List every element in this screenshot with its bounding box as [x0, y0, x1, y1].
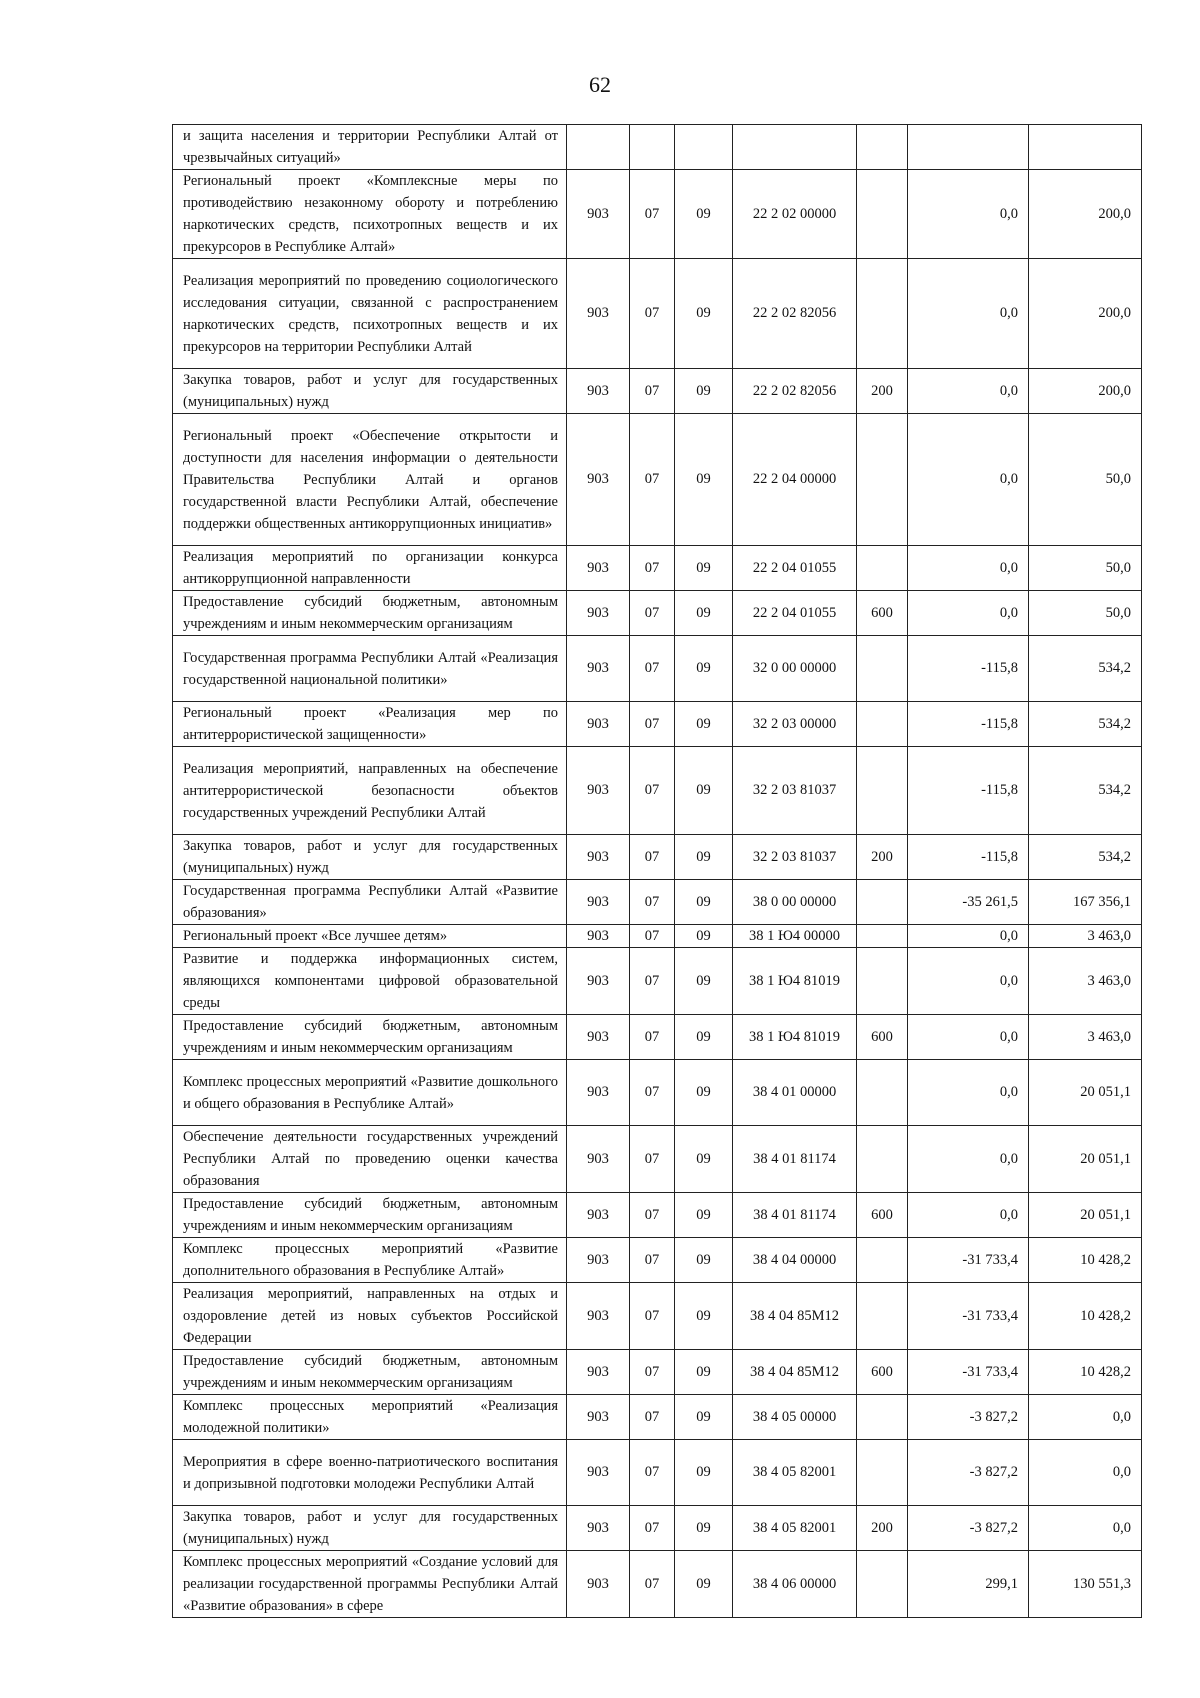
amount-total-cell: 10 428,2 [1029, 1283, 1142, 1350]
amount-total-cell: 20 051,1 [1029, 1126, 1142, 1193]
subsection-code-cell: 09 [675, 1060, 733, 1126]
amount-total-cell: 3 463,0 [1029, 1015, 1142, 1060]
target-article-cell [733, 125, 857, 170]
grbs-code-cell: 903 [567, 591, 630, 636]
amount-change-cell: -3 827,2 [908, 1395, 1029, 1440]
amount-total-cell: 0,0 [1029, 1440, 1142, 1506]
expense-type-cell: 600 [857, 1015, 908, 1060]
subsection-code-cell: 09 [675, 1506, 733, 1551]
expense-type-cell [857, 1060, 908, 1126]
grbs-code-cell: 903 [567, 1283, 630, 1350]
grbs-code-cell: 903 [567, 1238, 630, 1283]
grbs-code-cell: 903 [567, 369, 630, 414]
amount-change-cell: 0,0 [908, 1060, 1029, 1126]
amount-change-cell [908, 125, 1029, 170]
section-code-cell: 07 [630, 591, 675, 636]
table-row [173, 1395, 1142, 1440]
section-code-cell: 07 [630, 1350, 675, 1395]
row-name-cell: Реализация мероприятий, направленных на отдых и оздоровление детей из новых субъектов Российской Федерации [173, 1283, 567, 1350]
section-code-cell: 07 [630, 948, 675, 1015]
section-code-cell [630, 125, 675, 170]
row-name-cell: Реализация мероприятий по организации конкурса антикоррупционной направленности [173, 546, 567, 591]
expense-type-cell [857, 546, 908, 591]
subsection-code-cell: 09 [675, 259, 733, 369]
amount-change-cell: 0,0 [908, 170, 1029, 259]
amount-total-cell: 0,0 [1029, 1506, 1142, 1551]
expense-type-cell [857, 636, 908, 702]
expense-type-cell: 200 [857, 369, 908, 414]
amount-total-cell: 0,0 [1029, 1395, 1142, 1440]
table-row [173, 636, 1142, 702]
grbs-code-cell: 903 [567, 1440, 630, 1506]
amount-total-cell: 50,0 [1029, 591, 1142, 636]
amount-total-cell: 130 551,3 [1029, 1551, 1142, 1618]
subsection-code-cell: 09 [675, 948, 733, 1015]
section-code-cell: 07 [630, 1060, 675, 1126]
amount-change-cell: -31 733,4 [908, 1283, 1029, 1350]
row-name-cell: Предоставление субсидий бюджетным, автономным учреждениям и иным некоммерческим организациям [173, 1350, 567, 1395]
section-code-cell: 07 [630, 1551, 675, 1618]
section-code-cell: 07 [630, 702, 675, 747]
section-code-cell: 07 [630, 925, 675, 948]
table-row [173, 1283, 1142, 1350]
subsection-code-cell: 09 [675, 369, 733, 414]
grbs-code-cell: 903 [567, 1350, 630, 1395]
amount-total-cell: 534,2 [1029, 835, 1142, 880]
table-row [173, 170, 1142, 259]
row-name-cell: Государственная программа Республики Алтай «Развитие образования» [173, 880, 567, 925]
subsection-code-cell: 09 [675, 925, 733, 948]
amount-change-cell: -115,8 [908, 747, 1029, 835]
section-code-cell: 07 [630, 170, 675, 259]
row-name-cell: Предоставление субсидий бюджетным, автономным учреждениям и иным некоммерческим организациям [173, 591, 567, 636]
table-row [173, 546, 1142, 591]
amount-total-cell: 534,2 [1029, 747, 1142, 835]
expense-type-cell: 600 [857, 591, 908, 636]
amount-change-cell: 0,0 [908, 1193, 1029, 1238]
grbs-code-cell: 903 [567, 747, 630, 835]
expense-type-cell [857, 259, 908, 369]
expense-type-cell: 600 [857, 1350, 908, 1395]
amount-total-cell: 3 463,0 [1029, 925, 1142, 948]
grbs-code-cell: 903 [567, 880, 630, 925]
subsection-code-cell: 09 [675, 1015, 733, 1060]
amount-change-cell: 0,0 [908, 591, 1029, 636]
grbs-code-cell: 903 [567, 259, 630, 369]
row-name-cell: Реализация мероприятий по проведению социологического исследования ситуации, связанной с распространением наркотических средств, психотропных веществ и их прекурсоров на территории Республики Алтай [173, 259, 567, 369]
subsection-code-cell: 09 [675, 1350, 733, 1395]
target-article-cell: 38 1 Ю4 81019 [733, 1015, 857, 1060]
budget-table-body [173, 125, 1142, 1618]
amount-change-cell: 0,0 [908, 546, 1029, 591]
row-name-cell: Комплекс процессных мероприятий «Развитие дошкольного и общего образования в Республике Алтай» [173, 1060, 567, 1126]
table-row [173, 747, 1142, 835]
expense-type-cell [857, 1440, 908, 1506]
target-article-cell: 38 4 05 00000 [733, 1395, 857, 1440]
subsection-code-cell: 09 [675, 880, 733, 925]
target-article-cell: 22 2 04 00000 [733, 414, 857, 546]
target-article-cell: 38 4 04 85М12 [733, 1283, 857, 1350]
amount-total-cell: 200,0 [1029, 170, 1142, 259]
target-article-cell: 38 4 01 00000 [733, 1060, 857, 1126]
amount-total-cell: 200,0 [1029, 259, 1142, 369]
target-article-cell: 38 4 01 81174 [733, 1126, 857, 1193]
grbs-code-cell: 903 [567, 1551, 630, 1618]
grbs-code-cell: 903 [567, 1126, 630, 1193]
section-code-cell: 07 [630, 636, 675, 702]
table-row [173, 925, 1142, 948]
section-code-cell: 07 [630, 1283, 675, 1350]
row-name-cell: Мероприятия в сфере военно-патриотического воспитания и допризывной подготовки молодежи Республики Алтай [173, 1440, 567, 1506]
table-row [173, 259, 1142, 369]
expense-type-cell [857, 1395, 908, 1440]
expense-type-cell: 200 [857, 1506, 908, 1551]
subsection-code-cell: 09 [675, 1193, 733, 1238]
expense-type-cell [857, 702, 908, 747]
grbs-code-cell: 903 [567, 636, 630, 702]
row-name-cell: Предоставление субсидий бюджетным, автономным учреждениям и иным некоммерческим организациям [173, 1015, 567, 1060]
amount-total-cell: 10 428,2 [1029, 1238, 1142, 1283]
target-article-cell: 32 2 03 81037 [733, 835, 857, 880]
subsection-code-cell: 09 [675, 702, 733, 747]
target-article-cell: 38 4 06 00000 [733, 1551, 857, 1618]
subsection-code-cell: 09 [675, 636, 733, 702]
subsection-code-cell: 09 [675, 1126, 733, 1193]
row-name-cell: Закупка товаров, работ и услуг для государственных (муниципальных) нужд [173, 1506, 567, 1551]
row-name-cell: Региональный проект «Все лучшее детям» [173, 925, 567, 948]
table-row [173, 1350, 1142, 1395]
table-row [173, 1015, 1142, 1060]
amount-total-cell: 20 051,1 [1029, 1060, 1142, 1126]
amount-change-cell: 0,0 [908, 259, 1029, 369]
grbs-code-cell: 903 [567, 948, 630, 1015]
subsection-code-cell: 09 [675, 170, 733, 259]
row-name-cell: Региональный проект «Комплексные меры по противодействию незаконному обороту и потреблению наркотических средств, психотропных веществ и их прекурсоров в Республике Алтай» [173, 170, 567, 259]
target-article-cell: 32 2 03 00000 [733, 702, 857, 747]
target-article-cell: 38 1 Ю4 00000 [733, 925, 857, 948]
amount-change-cell: -115,8 [908, 702, 1029, 747]
table-row [173, 835, 1142, 880]
table-row [173, 1506, 1142, 1551]
section-code-cell: 07 [630, 546, 675, 591]
target-article-cell: 22 2 02 00000 [733, 170, 857, 259]
table-row [173, 125, 1142, 170]
section-code-cell: 07 [630, 880, 675, 925]
expense-type-cell [857, 948, 908, 1015]
grbs-code-cell: 903 [567, 925, 630, 948]
table-row [173, 948, 1142, 1015]
expense-type-cell [857, 170, 908, 259]
row-name-cell: Комплекс процессных мероприятий «Реализация молодежной политики» [173, 1395, 567, 1440]
row-name-cell: Государственная программа Республики Алтай «Реализация государственной национальной политики» [173, 636, 567, 702]
section-code-cell: 07 [630, 414, 675, 546]
target-article-cell: 38 1 Ю4 81019 [733, 948, 857, 1015]
grbs-code-cell: 903 [567, 414, 630, 546]
section-code-cell: 07 [630, 835, 675, 880]
subsection-code-cell: 09 [675, 546, 733, 591]
grbs-code-cell: 903 [567, 1015, 630, 1060]
table-row [173, 1126, 1142, 1193]
target-article-cell: 38 4 01 81174 [733, 1193, 857, 1238]
subsection-code-cell: 09 [675, 1440, 733, 1506]
amount-change-cell: 0,0 [908, 1015, 1029, 1060]
amount-change-cell: -115,8 [908, 636, 1029, 702]
target-article-cell: 32 2 03 81037 [733, 747, 857, 835]
target-article-cell: 38 4 04 85М12 [733, 1350, 857, 1395]
expense-type-cell: 200 [857, 835, 908, 880]
section-code-cell: 07 [630, 1193, 675, 1238]
grbs-code-cell: 903 [567, 702, 630, 747]
grbs-code-cell: 903 [567, 170, 630, 259]
row-name-cell: Закупка товаров, работ и услуг для государственных (муниципальных) нужд [173, 835, 567, 880]
row-name-cell: Комплекс процессных мероприятий «Создание условий для реализации государственной программы Республики Алтай «Развитие образования» в сфере [173, 1551, 567, 1618]
row-name-cell: Комплекс процессных мероприятий «Развитие дополнительного образования в Республике Алтай» [173, 1238, 567, 1283]
grbs-code-cell: 903 [567, 1506, 630, 1551]
subsection-code-cell: 09 [675, 1551, 733, 1618]
table-row [173, 880, 1142, 925]
grbs-code-cell [567, 125, 630, 170]
amount-change-cell: 0,0 [908, 369, 1029, 414]
grbs-code-cell: 903 [567, 1395, 630, 1440]
subsection-code-cell: 09 [675, 591, 733, 636]
table-row [173, 1440, 1142, 1506]
table-row [173, 591, 1142, 636]
target-article-cell: 38 0 00 00000 [733, 880, 857, 925]
section-code-cell: 07 [630, 1506, 675, 1551]
target-article-cell: 22 2 02 82056 [733, 369, 857, 414]
amount-change-cell: 299,1 [908, 1551, 1029, 1618]
grbs-code-cell: 903 [567, 1060, 630, 1126]
amount-change-cell: -31 733,4 [908, 1350, 1029, 1395]
amount-total-cell: 20 051,1 [1029, 1193, 1142, 1238]
table-row [173, 1193, 1142, 1238]
table-row [173, 414, 1142, 546]
target-article-cell: 38 4 05 82001 [733, 1506, 857, 1551]
row-name-cell: Развитие и поддержка информационных систем, являющихся компонентами цифровой образовательной среды [173, 948, 567, 1015]
amount-change-cell: -3 827,2 [908, 1506, 1029, 1551]
subsection-code-cell: 09 [675, 1238, 733, 1283]
table-row [173, 702, 1142, 747]
amount-change-cell: -115,8 [908, 835, 1029, 880]
amount-change-cell: -35 261,5 [908, 880, 1029, 925]
expense-type-cell [857, 925, 908, 948]
row-name-cell: Предоставление субсидий бюджетным, автономным учреждениям и иным некоммерческим организациям [173, 1193, 567, 1238]
section-code-cell: 07 [630, 369, 675, 414]
table-row [173, 1060, 1142, 1126]
target-article-cell: 32 0 00 00000 [733, 636, 857, 702]
row-name-cell: Обеспечение деятельности государственных учреждений Республики Алтай по проведению оценки качества образования [173, 1126, 567, 1193]
subsection-code-cell: 09 [675, 835, 733, 880]
row-name-cell: Закупка товаров, работ и услуг для государственных (муниципальных) нужд [173, 369, 567, 414]
target-article-cell: 38 4 05 82001 [733, 1440, 857, 1506]
amount-total-cell: 534,2 [1029, 702, 1142, 747]
amount-change-cell: 0,0 [908, 948, 1029, 1015]
amount-total-cell: 50,0 [1029, 414, 1142, 546]
expense-type-cell [857, 414, 908, 546]
amount-change-cell: -3 827,2 [908, 1440, 1029, 1506]
grbs-code-cell: 903 [567, 835, 630, 880]
section-code-cell: 07 [630, 1440, 675, 1506]
amount-total-cell: 534,2 [1029, 636, 1142, 702]
expense-type-cell [857, 1126, 908, 1193]
amount-change-cell: 0,0 [908, 925, 1029, 948]
section-code-cell: 07 [630, 259, 675, 369]
amount-total-cell: 200,0 [1029, 369, 1142, 414]
expense-type-cell [857, 1551, 908, 1618]
amount-total-cell: 10 428,2 [1029, 1350, 1142, 1395]
section-code-cell: 07 [630, 747, 675, 835]
target-article-cell: 22 2 04 01055 [733, 591, 857, 636]
expense-type-cell [857, 747, 908, 835]
table-row [173, 369, 1142, 414]
section-code-cell: 07 [630, 1126, 675, 1193]
expense-type-cell [857, 880, 908, 925]
section-code-cell: 07 [630, 1395, 675, 1440]
subsection-code-cell: 09 [675, 747, 733, 835]
table-row [173, 1238, 1142, 1283]
subsection-code-cell: 09 [675, 1395, 733, 1440]
row-name-cell: Региональный проект «Обеспечение открытости и доступности для населения информации о деятельности Правительства Республики Алтай и органов государственной власти Республики Алтай, обеспечение поддержки общественных антикоррупционных инициатив» [173, 414, 567, 546]
amount-total-cell: 3 463,0 [1029, 948, 1142, 1015]
amount-total-cell: 50,0 [1029, 546, 1142, 591]
budget-table [172, 124, 1142, 1618]
section-code-cell: 07 [630, 1015, 675, 1060]
amount-total-cell [1029, 125, 1142, 170]
row-name-cell: Реализация мероприятий, направленных на обеспечение антитеррористической безопасности объектов государственных учреждений Республики Алтай [173, 747, 567, 835]
table-row [173, 1551, 1142, 1618]
row-name-cell: и защита населения и территории Республики Алтай от чрезвычайных ситуаций» [173, 125, 567, 170]
amount-change-cell: 0,0 [908, 1126, 1029, 1193]
subsection-code-cell: 09 [675, 414, 733, 546]
subsection-code-cell: 09 [675, 1283, 733, 1350]
subsection-code-cell [675, 125, 733, 170]
expense-type-cell [857, 125, 908, 170]
expense-type-cell [857, 1283, 908, 1350]
expense-type-cell: 600 [857, 1193, 908, 1238]
target-article-cell: 22 2 02 82056 [733, 259, 857, 369]
amount-change-cell: -31 733,4 [908, 1238, 1029, 1283]
amount-total-cell: 167 356,1 [1029, 880, 1142, 925]
target-article-cell: 38 4 04 00000 [733, 1238, 857, 1283]
target-article-cell: 22 2 04 01055 [733, 546, 857, 591]
grbs-code-cell: 903 [567, 1193, 630, 1238]
grbs-code-cell: 903 [567, 546, 630, 591]
page-number: 62 [589, 72, 611, 97]
expense-type-cell [857, 1238, 908, 1283]
section-code-cell: 07 [630, 1238, 675, 1283]
row-name-cell: Региональный проект «Реализация мер по антитеррористической защищенности» [173, 702, 567, 747]
amount-change-cell: 0,0 [908, 414, 1029, 546]
